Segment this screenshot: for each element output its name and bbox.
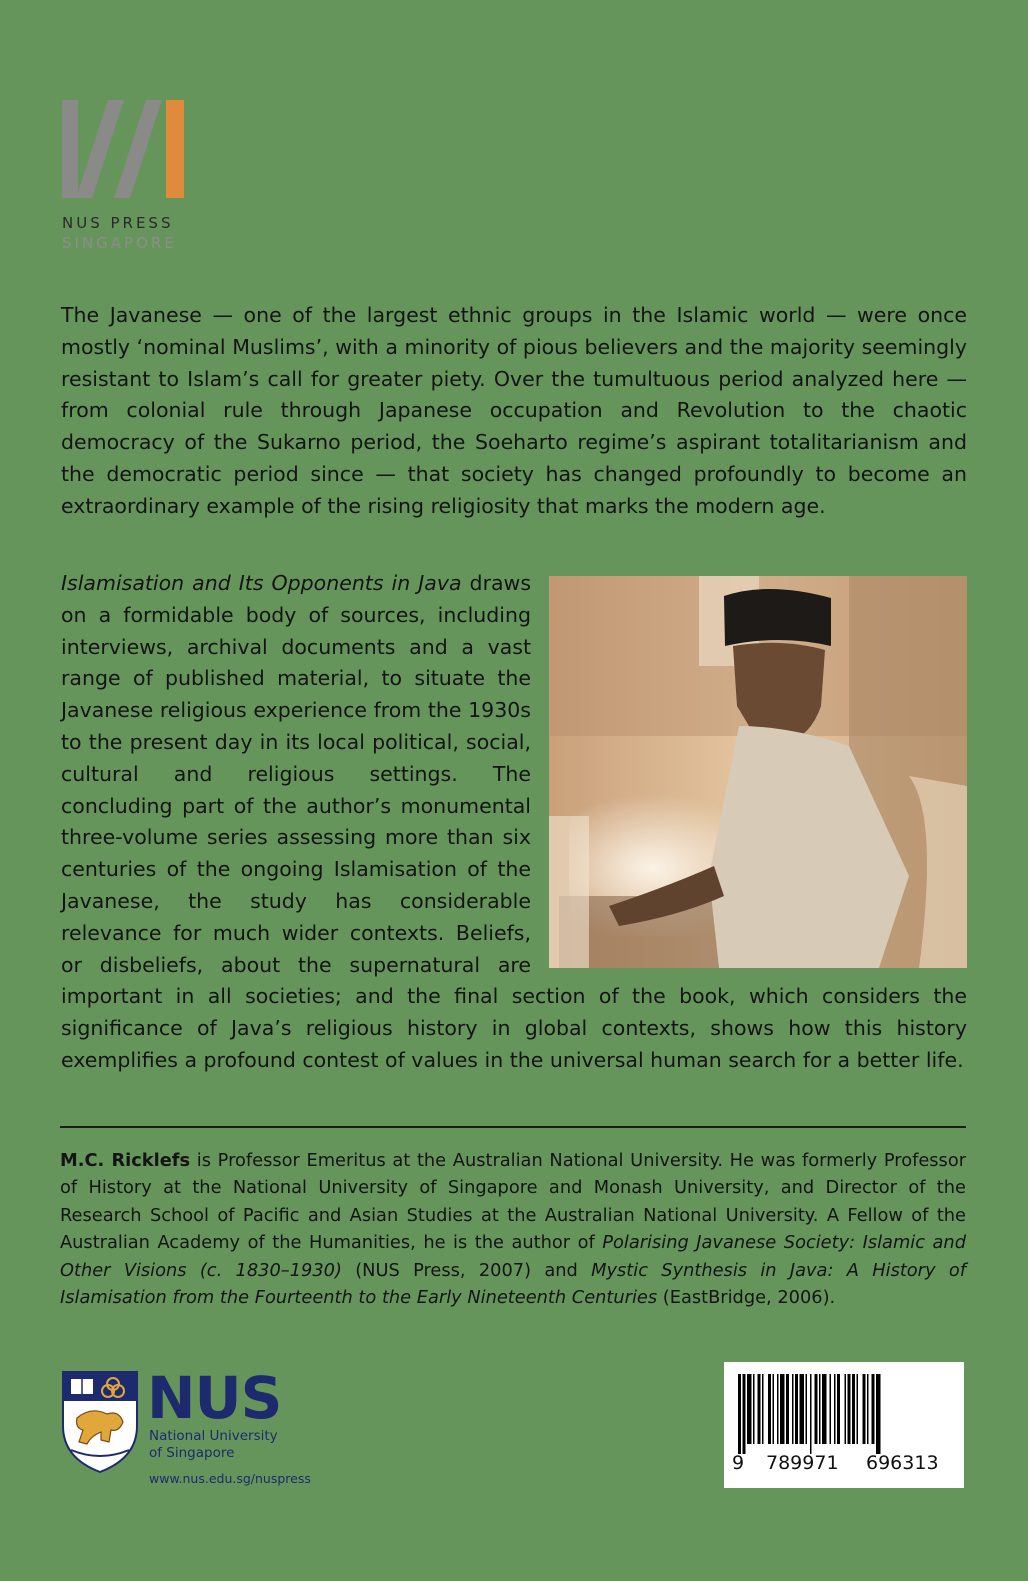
- barcode-bar: [753, 1374, 755, 1444]
- nus-logo-block: [61, 1364, 341, 1500]
- nus-abbreviation: NUS: [147, 1364, 282, 1432]
- bio-text-1: is Professor Emeritus at the Australian National University. He was formerly Professor of History at the National University of Singapore and Monash University, and Director of the Research School of Pacific and Asian Studies at the Australian National University. A Fellow of the Australian Academy of the Humanities, he is the author of: [60, 1150, 967, 1254]
- section-divider: [60, 1126, 966, 1128]
- book-title: Islamisation and Its Opponents in Java: [61, 571, 462, 595]
- university-name-line-1: National University: [149, 1428, 278, 1444]
- nus-press-mark-icon: [62, 100, 186, 200]
- barcode-bar: [780, 1374, 785, 1444]
- previous-book-1: Polarising Javanese Society: Islamic and Other Visions (c. 1830–1930): [60, 1232, 966, 1281]
- barcode-bar: [806, 1374, 808, 1444]
- barcode-bar: [867, 1374, 869, 1444]
- barcode-bar: [876, 1374, 881, 1454]
- barcode-bar: [800, 1374, 805, 1444]
- barcode-bar: [762, 1374, 764, 1444]
- barcode-bar: [857, 1374, 859, 1444]
- barcode-bar: [845, 1374, 847, 1444]
- previous-book-2: Mystic Synthesis in Java: A History of Islamisation from the Fourteenth to the Early Nineteenth Centuries: [60, 1259, 966, 1309]
- isbn-barcode: [724, 1362, 964, 1488]
- barcode-bar: [848, 1374, 851, 1444]
- barcode-bar: [822, 1374, 827, 1444]
- barcode-bar: [786, 1374, 789, 1444]
- isbn-group-1: 789971: [766, 1452, 839, 1474]
- nus-press-logo: [62, 100, 192, 252]
- press-url-link[interactable]: www.nus.edu.sg/nuspress: [149, 1471, 311, 1486]
- bio-text-2: (NUS Press, 2007) and: [341, 1259, 592, 1281]
- cover-photo: [549, 576, 967, 968]
- university-name-line-2: of Singapore: [149, 1445, 235, 1461]
- barcode-bar: [777, 1374, 779, 1444]
- barcode-bar: [837, 1374, 840, 1444]
- barcode-bar: [773, 1374, 775, 1444]
- author-bio: [60, 1147, 966, 1311]
- isbn-first-digit: 9: [732, 1452, 745, 1474]
- barcode-bar: [872, 1374, 875, 1444]
- barcode-bar: [738, 1374, 741, 1454]
- barcode-bar: [758, 1374, 761, 1444]
- bio-text-3: (EastBridge, 2006).: [657, 1287, 836, 1309]
- barcode-bar: [792, 1374, 794, 1444]
- praying-man-photo: [549, 576, 967, 968]
- blurb-paragraph-1: The Javanese — one of the largest ethnic groups in the Islamic world — were once mostly ‘nominal Muslims’, with a minority of pious believers and the majority seemingly resistant to Islam’s call for greater piety. Over the tumultuous period analyzed here — from colonial rule through Japanese occupation and Revolution to the chaotic democracy of the Sukarno period, the Soeharto regime’s aspirant totalitarianism and the democratic period since — that society has changed profoundly to become an extraordinary example of the rising religiosity that marks the modern age.: [61, 303, 967, 518]
- isbn-group-2: 696313: [866, 1452, 939, 1474]
- barcode-bar: [810, 1374, 812, 1454]
- barcode-bar: [815, 1374, 818, 1444]
- barcode-bar: [743, 1374, 746, 1454]
- barcode-bar: [834, 1374, 836, 1444]
- barcode-bar: [747, 1374, 752, 1444]
- blurb-paragraph-2-text: draws on a formidable body of sources, including interviews, archival documents and a vast range of published material, to situate the Javanese religious experience from the 1930s to the present day in its local political, social, cultural and religious settings. The concluding part of the author’s monumental three-volume series assessing more than six centuries of the ongoing Islamisation of the Javanese, the study has considerable relevance for much wider contexts. Beliefs, or disbeliefs, about the supernatural are important in all societies; and the final section of the book, which considers the significance of Java’s religious history in global contexts, shows how this history exemplifies a profound contest of values in the universal human search for a better life.: [61, 571, 967, 1072]
- press-place: SINGAPORE: [62, 234, 177, 252]
- nus-crest-icon: [61, 1370, 139, 1474]
- blurb-paragraph-2: [61, 568, 967, 1077]
- barcode-bar: [819, 1374, 821, 1444]
- barcode-bar: [795, 1374, 798, 1444]
- barcode-bar: [768, 1374, 771, 1444]
- author-name: M.C. Ricklefs: [60, 1150, 191, 1171]
- press-name: NUS PRESS: [62, 214, 174, 232]
- barcode-bars-icon: [738, 1374, 950, 1454]
- barcode-bar: [830, 1374, 832, 1444]
- barcode-bar: [852, 1374, 855, 1444]
- barcode-bar: [863, 1374, 866, 1444]
